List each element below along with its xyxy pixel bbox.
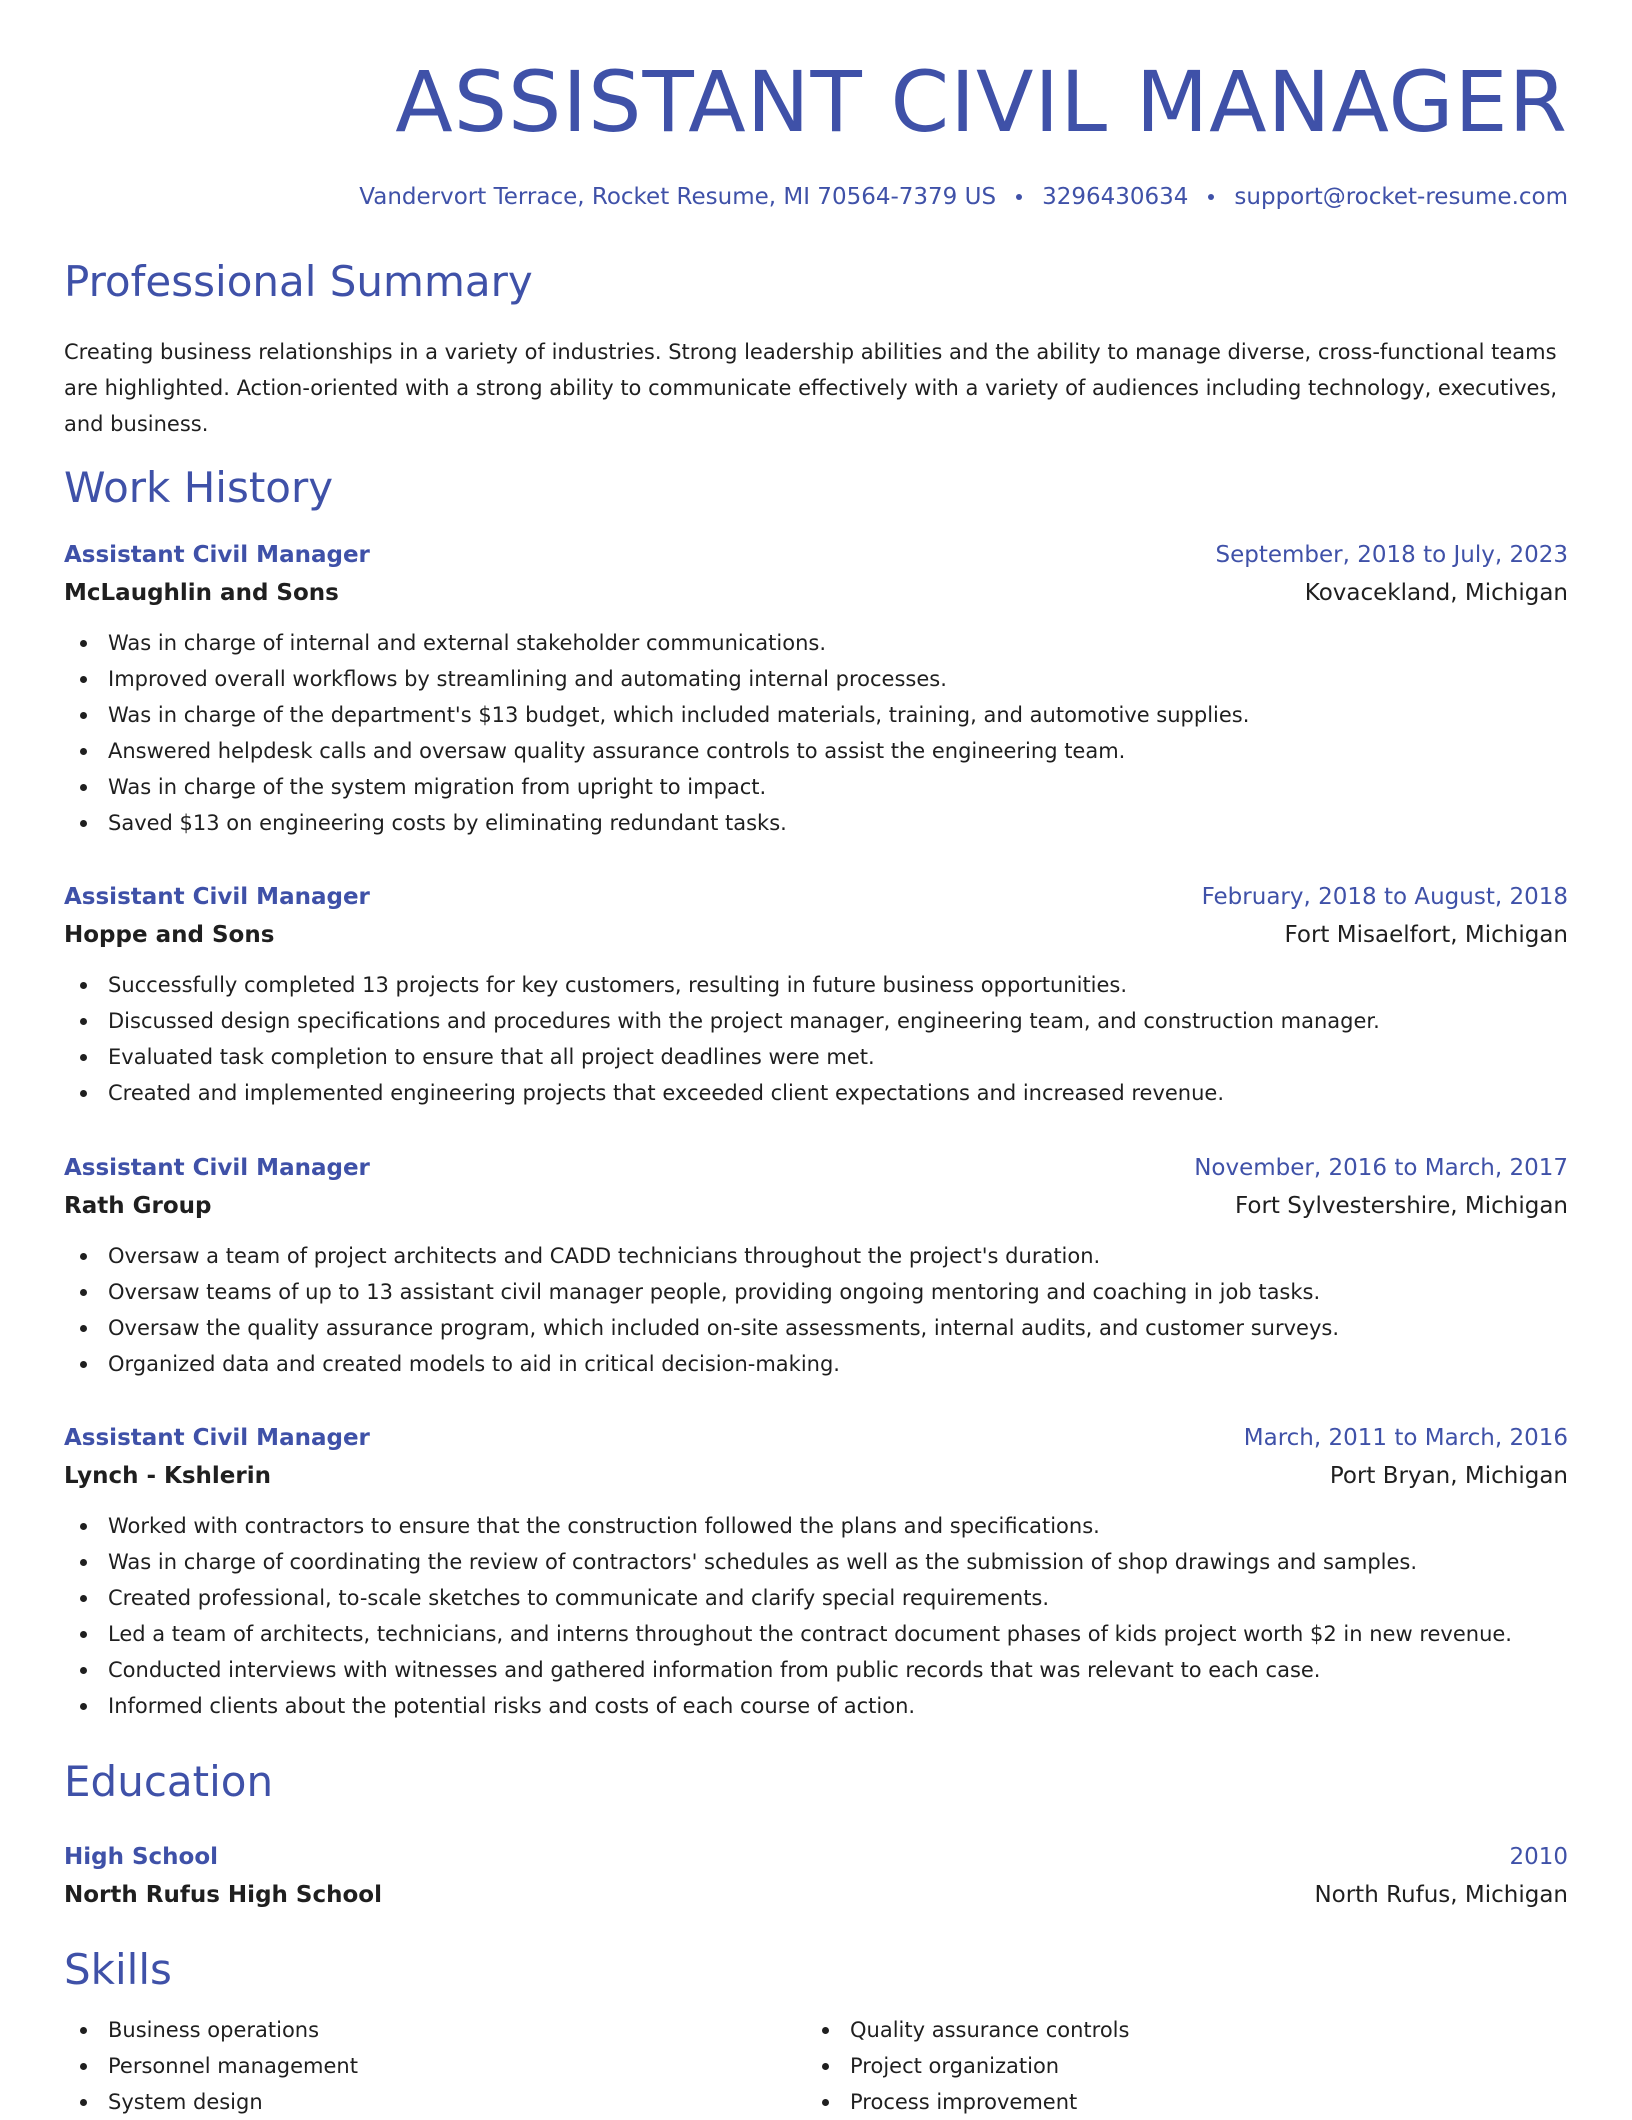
separator-dot bbox=[1208, 194, 1214, 200]
skills-heading: Skills bbox=[64, 1945, 172, 1994]
list-item: Oversaw the quality assurance program, which included on-site assessments, internal audits, and customer surveys. bbox=[64, 1310, 1568, 1346]
list-item: Oversaw a team of project architects and CADD technicians throughout the project's duration. bbox=[64, 1238, 1568, 1274]
skill-item: Quality assurance controls bbox=[806, 2012, 1548, 2048]
list-item: Was in charge of the department's $13 budget, which included materials, training, and automotive supplies. bbox=[64, 697, 1568, 733]
list-item: Successfully completed 13 projects for key customers, resulting in future business opportunities. bbox=[64, 967, 1568, 1003]
education-year: 2010 bbox=[1509, 1844, 1568, 1870]
contact-phone: 3296430634 bbox=[1042, 184, 1189, 210]
skill-item: Business operations bbox=[64, 2012, 806, 2048]
skill-item: System design bbox=[64, 2084, 806, 2120]
education-heading: Education bbox=[64, 1757, 274, 1806]
list-item: Was in charge of internal and external stakeholder communications. bbox=[64, 625, 1568, 661]
list-item: Was in charge of the system migration from upright to impact. bbox=[64, 769, 1568, 805]
list-item: Led a team of architects, technicians, and interns throughout the contract document phases of kids project worth $2 in new revenue. bbox=[64, 1616, 1568, 1652]
work-history-heading: Work History bbox=[64, 463, 334, 512]
list-item: Saved $13 on engineering costs by eliminating redundant tasks. bbox=[64, 805, 1568, 841]
job-title: Assistant Civil Manager bbox=[64, 884, 370, 910]
job-bullets bbox=[64, 625, 1568, 841]
list-item: Evaluated task completion to ensure that all project deadlines were met. bbox=[64, 1039, 1568, 1075]
job-entry bbox=[64, 879, 1568, 1111]
job-location: Fort Misaelfort, Michigan bbox=[1284, 922, 1568, 948]
job-title: Assistant Civil Manager bbox=[64, 1155, 370, 1181]
job-company: Hoppe and Sons bbox=[64, 922, 275, 948]
job-location: Fort Sylvestershire, Michigan bbox=[1234, 1193, 1568, 1219]
job-dates: February, 2018 to August, 2018 bbox=[1201, 884, 1568, 910]
list-item: Created professional, to-scale sketches to communicate and clarify special requirements. bbox=[64, 1580, 1568, 1616]
skill-item: Project organization bbox=[806, 2048, 1548, 2084]
job-entry bbox=[64, 1420, 1568, 1724]
resume-title: ASSISTANT CIVIL MANAGER bbox=[395, 53, 1568, 151]
job-dates: September, 2018 to July, 2023 bbox=[1215, 542, 1568, 568]
skill-item: Personnel management bbox=[64, 2048, 806, 2084]
contact-line bbox=[359, 180, 1568, 214]
job-company: Lynch - Kshlerin bbox=[64, 1463, 271, 1489]
list-item: Worked with contractors to ensure that the construction followed the plans and specifications. bbox=[64, 1508, 1568, 1544]
list-item: Improved overall workflows by streamlining and automating internal processes. bbox=[64, 661, 1568, 697]
job-entry bbox=[64, 1150, 1568, 1382]
list-item: Conducted interviews with witnesses and gathered information from public records that was relevant to each case. bbox=[64, 1652, 1568, 1688]
list-item: Created and implemented engineering projects that exceeded client expectations and increased revenue. bbox=[64, 1075, 1568, 1111]
skill-item: Process improvement bbox=[806, 2084, 1548, 2120]
job-bullets bbox=[64, 1508, 1568, 1724]
list-item: Discussed design specifications and procedures with the project manager, engineering team, and construction manager. bbox=[64, 1003, 1568, 1039]
skills-list bbox=[64, 2012, 1568, 2120]
list-item: Informed clients about the potential risks and costs of each course of action. bbox=[64, 1688, 1568, 1724]
contact-email[interactable]: support@rocket-resume.com bbox=[1234, 184, 1568, 210]
job-location: Port Bryan, Michigan bbox=[1329, 1463, 1568, 1489]
separator-dot bbox=[1016, 194, 1022, 200]
list-item: Organized data and created models to aid in critical decision-making. bbox=[64, 1346, 1568, 1382]
education-school: North Rufus High School bbox=[64, 1882, 382, 1908]
job-bullets bbox=[64, 967, 1568, 1111]
job-company: McLaughlin and Sons bbox=[64, 580, 339, 606]
list-item: Answered helpdesk calls and oversaw quality assurance controls to assist the engineering team. bbox=[64, 733, 1568, 769]
job-company: Rath Group bbox=[64, 1193, 212, 1219]
education-degree: High School bbox=[64, 1844, 219, 1870]
education-location: North Rufus, Michigan bbox=[1314, 1882, 1568, 1908]
job-bullets bbox=[64, 1238, 1568, 1382]
job-title: Assistant Civil Manager bbox=[64, 542, 370, 568]
summary-text: Creating business relationships in a variety of industries. Strong leadership abilities and the ability to manage diverse, cross-functional teams are highlighted. Action-oriented with a strong ability to communicate effectively with a variety of audiences including technology, executives, and business. bbox=[64, 340, 1558, 436]
education-entry bbox=[64, 1839, 1568, 1915]
job-location: Kovacekland, Michigan bbox=[1304, 580, 1568, 606]
job-dates: March, 2011 to March, 2016 bbox=[1243, 1425, 1568, 1451]
list-item: Was in charge of coordinating the review of contractors' schedules as well as the submission of shop drawings and samples. bbox=[64, 1544, 1568, 1580]
contact-address: Vandervort Terrace, Rocket Resume, MI 70564-7379 US bbox=[359, 184, 997, 210]
summary-heading: Professional Summary bbox=[64, 257, 533, 306]
job-dates: November, 2016 to March, 2017 bbox=[1194, 1155, 1568, 1181]
list-item: Oversaw teams of up to 13 assistant civil manager people, providing ongoing mentoring and coaching in job tasks. bbox=[64, 1274, 1568, 1310]
skills-column-right bbox=[806, 2012, 1548, 2120]
skills-column-left bbox=[64, 2012, 806, 2120]
job-entry bbox=[64, 537, 1568, 841]
job-title: Assistant Civil Manager bbox=[64, 1425, 370, 1451]
